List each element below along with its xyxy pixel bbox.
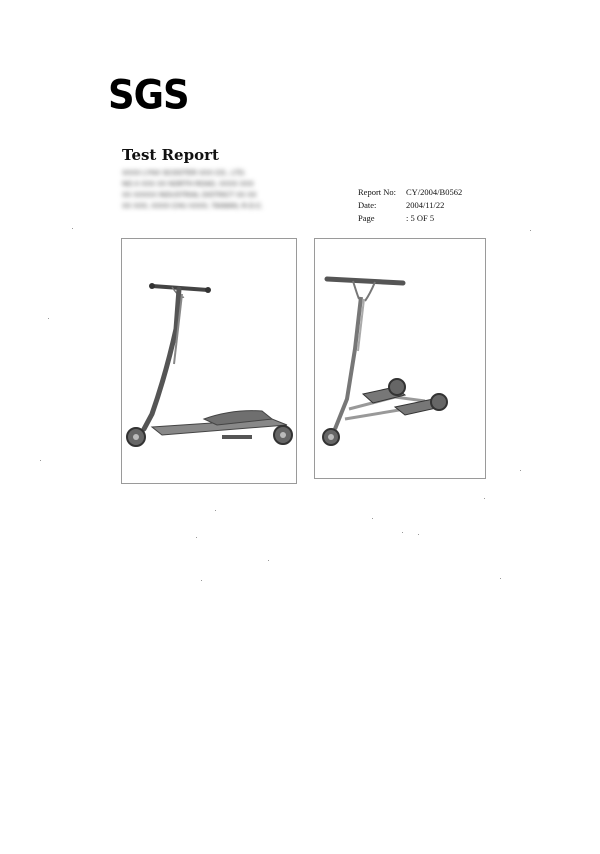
report-no-label: Report No: <box>358 187 397 197</box>
report-title: Test Report <box>122 146 219 164</box>
scan-speck <box>201 580 202 581</box>
client-line: XXXX LYNX SCOOTER XXX CO., LTD. <box>122 170 246 177</box>
client-address-redacted <box>122 168 332 212</box>
report-no-value: CY/2004/B0562 <box>406 187 463 197</box>
scan-speck <box>372 518 373 519</box>
scan-speck <box>520 470 521 471</box>
scooter-photo-left <box>121 238 297 484</box>
client-line: XX XXX, XXXX CHU XXXX, TAIWAN, R.O.C. <box>122 203 264 210</box>
report-meta <box>358 186 462 225</box>
scan-speck <box>530 230 531 231</box>
scan-speck <box>72 228 73 229</box>
date-label: Date: <box>358 200 377 210</box>
scan-speck <box>418 534 419 535</box>
scooter-left-illustration <box>122 239 296 483</box>
date-value: 2004/11/22 <box>406 200 445 210</box>
scan-speck <box>500 578 501 579</box>
sgs-logo: SGS <box>108 72 189 119</box>
scooter-photo-right <box>314 238 486 479</box>
scan-speck <box>196 537 197 538</box>
client-line: XX XXXXX INDUSTRIAL DISTRICT XX XX <box>122 192 257 199</box>
page-label: Page <box>358 213 375 223</box>
scan-speck <box>268 560 269 561</box>
scan-speck <box>484 498 485 499</box>
scooter-right-illustration <box>315 239 485 478</box>
page-value: : 5 OF 5 <box>406 213 435 223</box>
client-line: NO.X XXX XX NORTH ROAD, XXXX XXX <box>122 181 254 188</box>
scan-speck <box>402 532 403 533</box>
scan-speck <box>40 460 41 461</box>
scan-speck <box>48 318 49 319</box>
scan-speck <box>215 510 216 511</box>
